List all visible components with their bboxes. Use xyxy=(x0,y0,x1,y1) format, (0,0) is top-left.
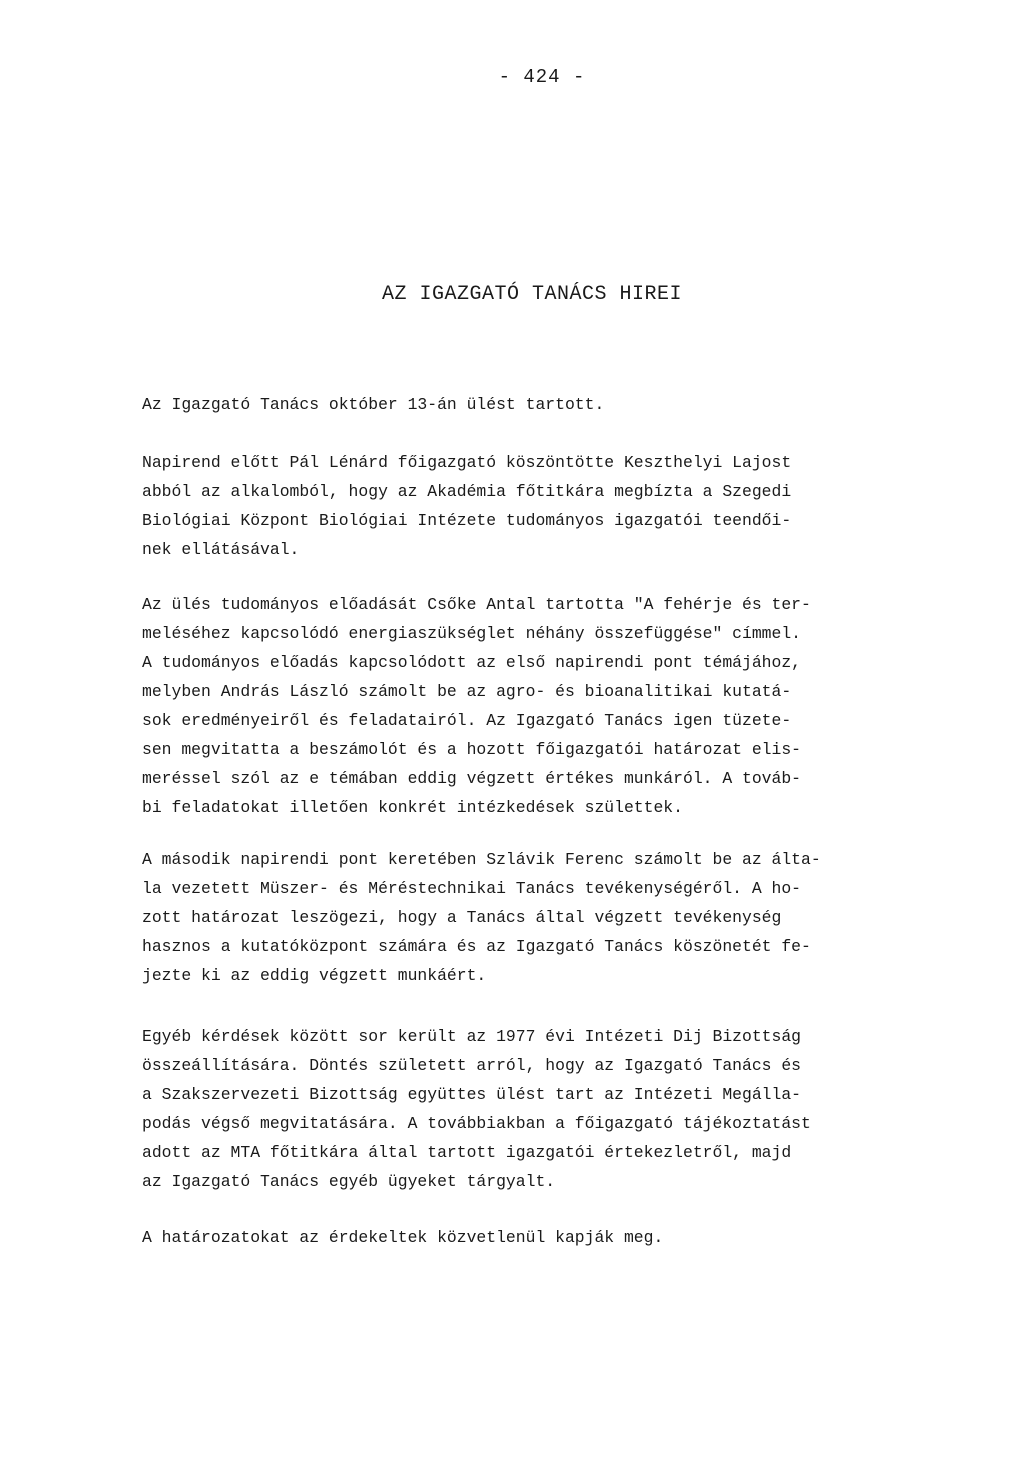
paragraph-second-agenda xyxy=(142,845,821,990)
text-line: adott az MTA főtitkára által tartott igazgatói értekezletről, majd xyxy=(142,1143,792,1162)
text-line: Napirend előtt Pál Lénárd főigazgató köszöntötte Keszthelyi Lajost xyxy=(142,453,792,472)
text-line: A második napirendi pont keretében Szlávik Ferenc számolt be az álta- xyxy=(142,850,821,869)
text-line: bi feladatokat illetően konkrét intézkedések születtek. xyxy=(142,798,683,817)
text-line: A tudományos előadás kapcsolódott az első napirendi pont témájához, xyxy=(142,653,802,672)
text-line: zott határozat leszögezi, hogy a Tanács által végzett tevékenység xyxy=(142,908,782,927)
text-line: abból az alkalomból, hogy az Akadémia főtitkára megbízta a Szegedi xyxy=(142,482,792,501)
text-line: Biológiai Központ Biológiai Intézete tudományos igazgatói teendői- xyxy=(142,511,792,530)
text-line: sen megvitatta a beszámolót és a hozott főigazgatói határozat elis- xyxy=(142,740,802,759)
text-line: melyben András László számolt be az agro- és bioanalitikai kutatá- xyxy=(142,682,792,701)
text-line: meréssel szól az e témában eddig végzett értékes munkáról. A továb- xyxy=(142,769,802,788)
paragraph-other-matters xyxy=(142,1022,811,1196)
paragraph-greeting xyxy=(142,448,791,564)
text-line: jezte ki az eddig végzett munkáért. xyxy=(142,966,487,985)
text-line: meléséhez kapcsolódó energiaszükséglet néhány összefüggése" címmel. xyxy=(142,624,802,643)
text-line: összeállítására. Döntés született arról, hogy az Igazgató Tanács és xyxy=(142,1056,802,1075)
page-title: AZ IGAZGATÓ TANÁCS HIREI xyxy=(381,283,683,306)
text-line: az Igazgató Tanács egyéb ügyeket tárgyalt. xyxy=(142,1172,556,1191)
paragraph-scientific-lecture xyxy=(142,590,811,822)
page-number: - 424 - xyxy=(498,66,586,88)
text-line: sok eredményeiről és feladatairól. Az Igazgató Tanács igen tüzete- xyxy=(142,711,792,730)
text-line: a Szakszervezeti Bizottság együttes ülést tart az Intézeti Megálla- xyxy=(142,1085,802,1104)
text-line: podás végső megvitatására. A továbbiakban a főigazgató tájékoztatást xyxy=(142,1114,811,1133)
text-line: la vezetett Müszer- és Méréstechnikai Tanács tevékenységéről. A ho- xyxy=(142,879,802,898)
text-line: hasznos a kutatóközpont számára és az Igazgató Tanács köszönetét fe- xyxy=(142,937,811,956)
text-line: Az Igazgató Tanács október 13-án ülést tartott. xyxy=(142,395,605,414)
paragraph-closing xyxy=(142,1223,663,1252)
text-line: Az ülés tudományos előadását Csőke Antal tartotta "A fehérje és ter- xyxy=(142,595,811,614)
text-line: nek ellátásával. xyxy=(142,540,300,559)
text-line: Egyéb kérdések között sor került az 1977 évi Intézeti Dij Bizottság xyxy=(142,1027,802,1046)
text-line: A határozatokat az érdekeltek közvetlenül kapják meg. xyxy=(142,1228,664,1247)
paragraph-meeting-date xyxy=(142,390,604,419)
